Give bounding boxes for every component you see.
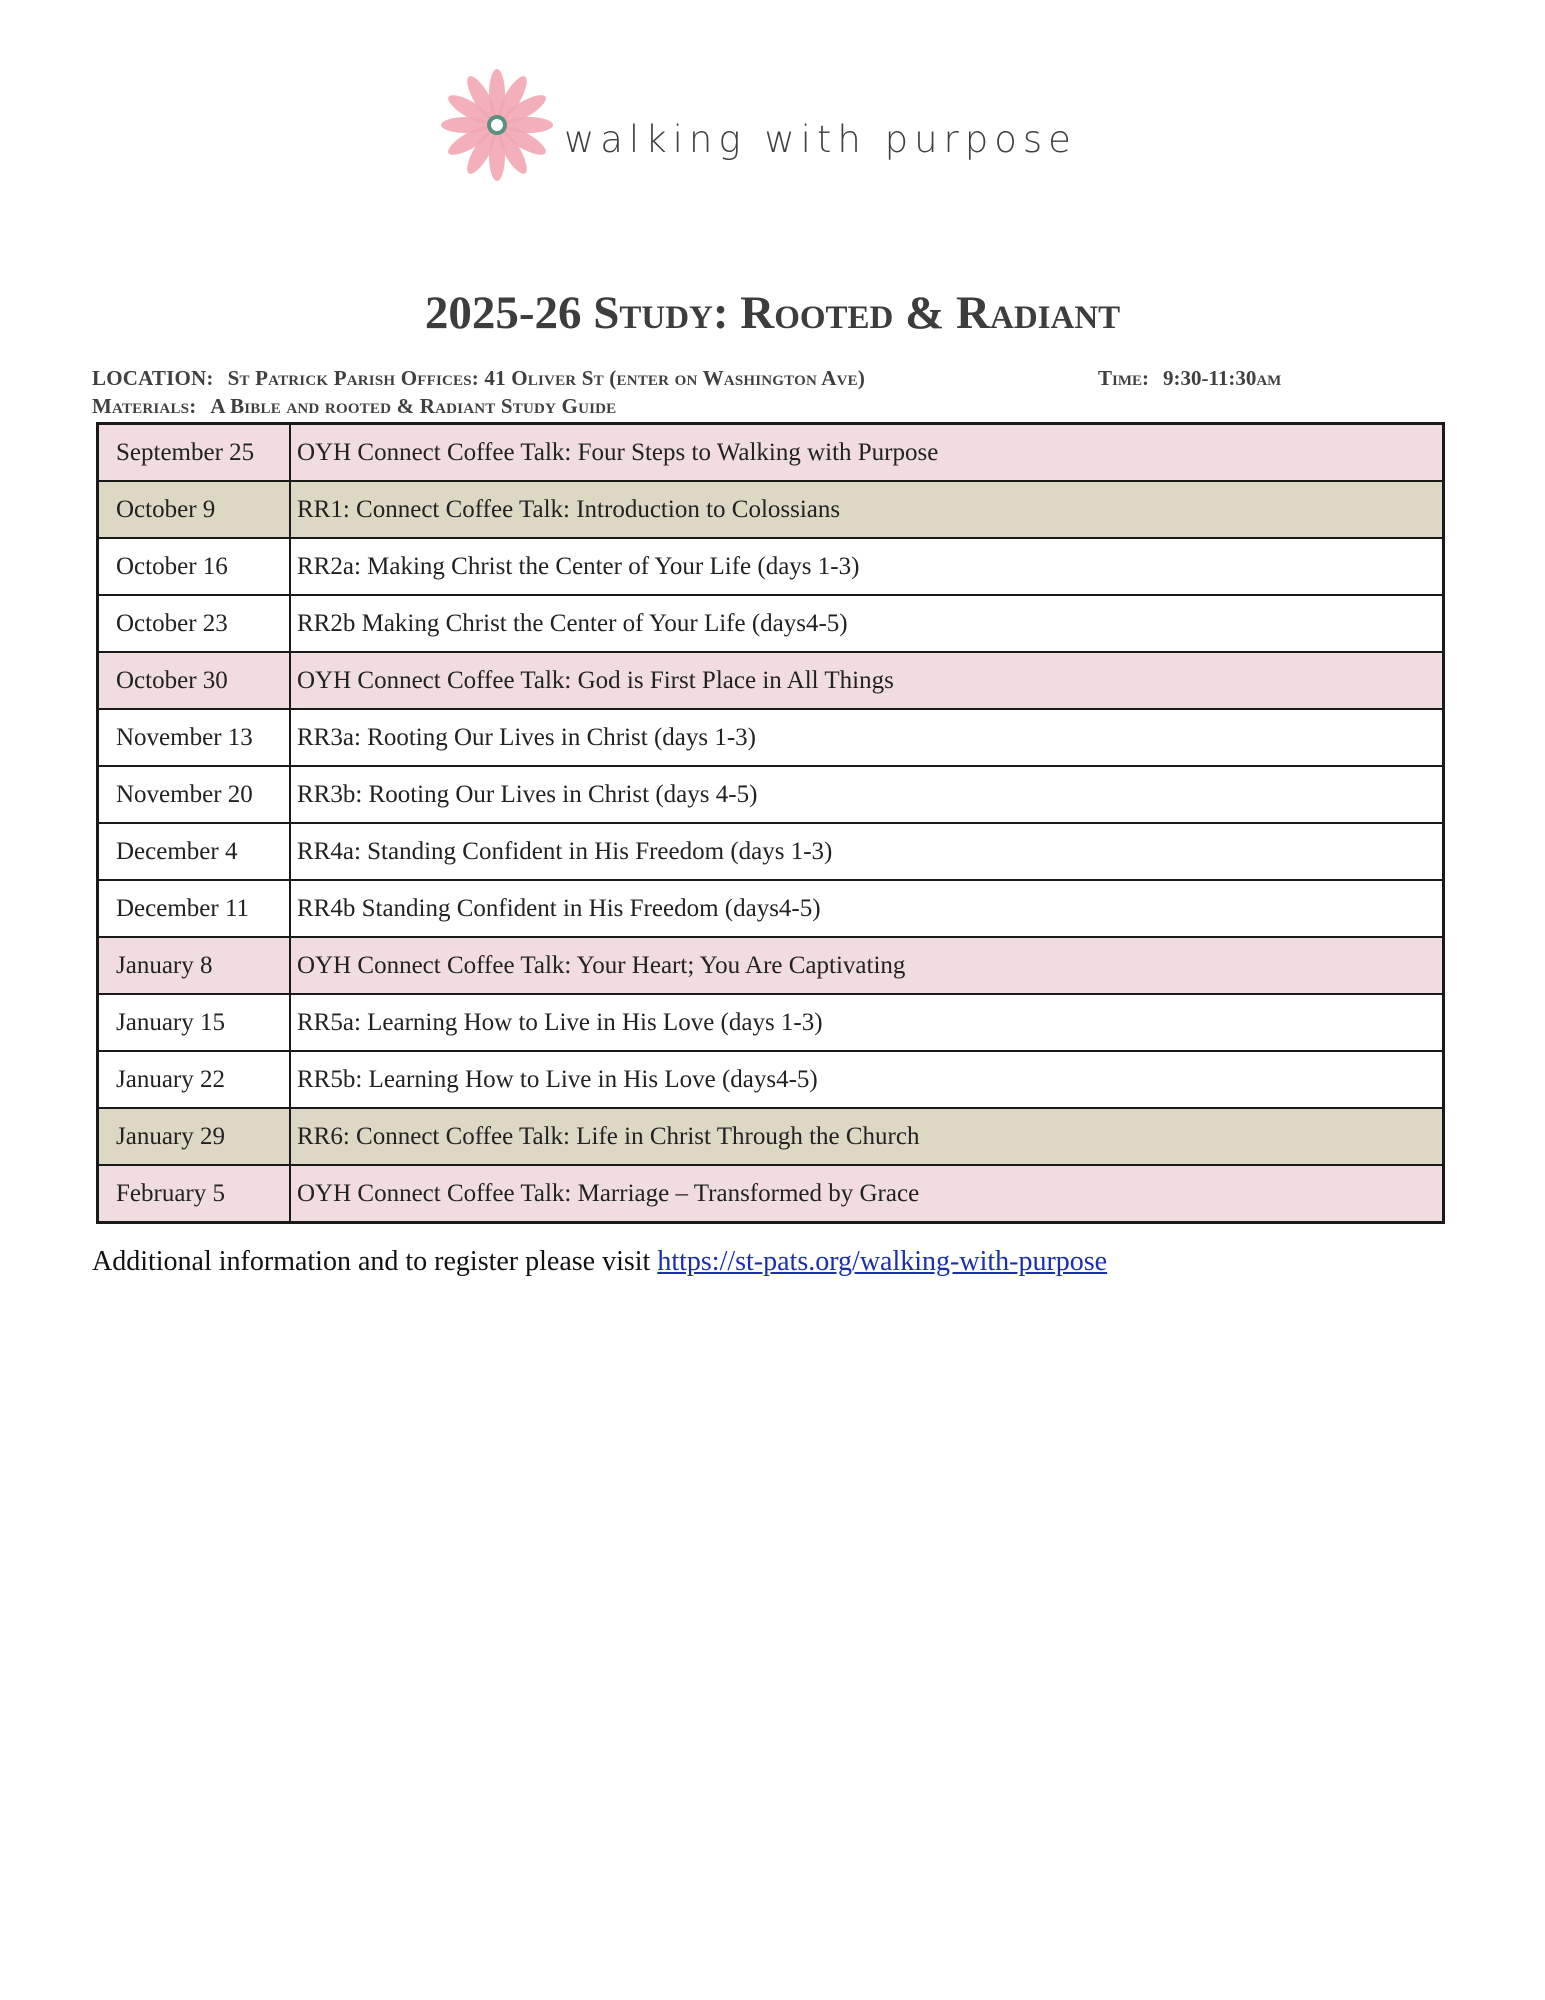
topic-cell: RR3b: Rooting Our Lives in Christ (days 4-5)	[290, 766, 1444, 823]
schedule-table	[96, 422, 1445, 1224]
topic-cell: OYH Connect Coffee Talk: Your Heart; You Are Captivating	[290, 937, 1444, 994]
logo	[438, 66, 1118, 184]
topic-cell: RR5a: Learning How to Live in His Love (days 1-3)	[290, 994, 1444, 1051]
logo-text: walking with purpose	[564, 118, 1077, 161]
topic-cell: RR3a: Rooting Our Lives in Christ (days 1-3)	[290, 709, 1444, 766]
date-cell: December 11	[98, 880, 291, 937]
footer-text: Additional information and to register please visit	[92, 1246, 658, 1277]
table-row	[98, 880, 1444, 937]
location-line	[92, 366, 865, 391]
date-cell: October 30	[98, 652, 291, 709]
table-row	[98, 424, 1444, 482]
table-row	[98, 1108, 1444, 1165]
table-row	[98, 709, 1444, 766]
table-row	[98, 1051, 1444, 1108]
time-label: Time:	[1098, 366, 1149, 390]
materials-line	[92, 394, 616, 419]
table-row	[98, 595, 1444, 652]
time-line	[1098, 366, 1281, 391]
date-cell: January 8	[98, 937, 291, 994]
materials-label: Materials:	[92, 394, 197, 418]
topic-cell: RR2a: Making Christ the Center of Your Life (days 1-3)	[290, 538, 1444, 595]
date-cell: October 9	[98, 481, 291, 538]
date-cell: January 22	[98, 1051, 291, 1108]
topic-cell: OYH Connect Coffee Talk: Marriage – Transformed by Grace	[290, 1165, 1444, 1223]
table-row	[98, 994, 1444, 1051]
topic-cell: RR2b Making Christ the Center of Your Life (days4-5)	[290, 595, 1444, 652]
materials-value: A Bible and rooted & Radiant Study Guide	[210, 394, 617, 418]
date-cell: October 23	[98, 595, 291, 652]
location-value: St Patrick Parish Offices: 41 Oliver St (enter on Washington Ave)	[227, 366, 866, 390]
topic-cell: OYH Connect Coffee Talk: God is First Place in All Things	[290, 652, 1444, 709]
date-cell: October 16	[98, 538, 291, 595]
table-row	[98, 766, 1444, 823]
topic-cell: RR4a: Standing Confident in His Freedom (days 1-3)	[290, 823, 1444, 880]
page-title: 2025-26 Study: Rooted & Radiant	[424, 287, 1121, 339]
date-cell: January 15	[98, 994, 291, 1051]
register-link[interactable]: https://st-pats.org/walking-with-purpose	[657, 1246, 1108, 1277]
date-cell: September 25	[98, 424, 291, 482]
date-cell: December 4	[98, 823, 291, 880]
topic-cell: OYH Connect Coffee Talk: Four Steps to Walking with Purpose	[290, 424, 1444, 482]
time-value: 9:30-11:30am	[1163, 366, 1282, 390]
footer	[92, 1246, 1107, 1278]
table-row	[98, 481, 1444, 538]
topic-cell: RR6: Connect Coffee Talk: Life in Christ Through the Church	[290, 1108, 1444, 1165]
table-row	[98, 538, 1444, 595]
table-row	[98, 937, 1444, 994]
date-cell: January 29	[98, 1108, 291, 1165]
date-cell: November 13	[98, 709, 291, 766]
date-cell: February 5	[98, 1165, 291, 1223]
location-label: LOCATION:	[92, 366, 214, 390]
topic-cell: RR1: Connect Coffee Talk: Introduction to Colossians	[290, 481, 1444, 538]
topic-cell: RR5b: Learning How to Live in His Love (days4-5)	[290, 1051, 1444, 1108]
table-row	[98, 1165, 1444, 1223]
flower-icon	[438, 66, 556, 184]
table-row	[98, 823, 1444, 880]
table-row	[98, 652, 1444, 709]
flower-center	[489, 117, 505, 133]
topic-cell: RR4b Standing Confident in His Freedom (days4-5)	[290, 880, 1444, 937]
date-cell: November 20	[98, 766, 291, 823]
